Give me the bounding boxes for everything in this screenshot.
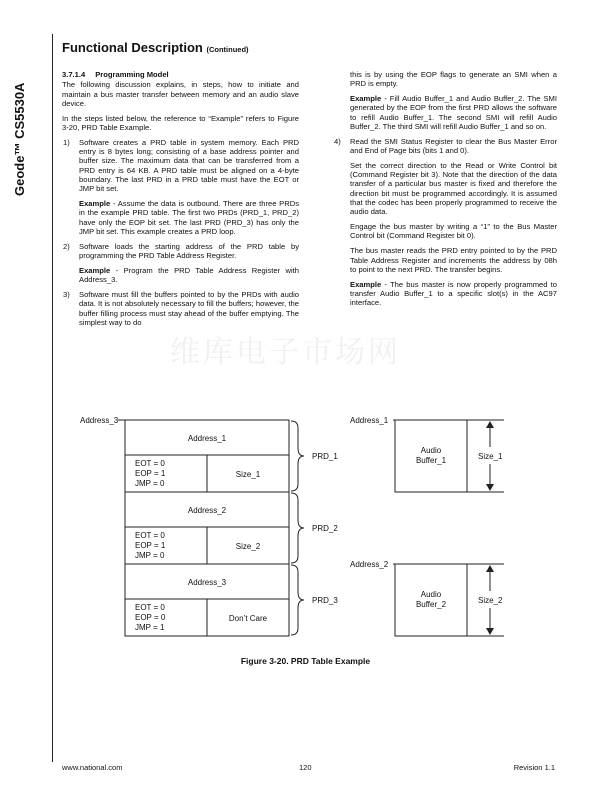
prd-2-brace <box>291 493 304 563</box>
step-text: Read the SMI Status Register to clear the Bus Master Error and End of Page bits (bits 1 and 0). <box>350 136 557 156</box>
prd-1-eop: EOP = 1 <box>135 469 166 478</box>
prd-3-eop: EOP = 0 <box>135 613 166 622</box>
intro-paragraph: The following discussion explains, in steps, how to initiate and maintain a bus master transfer between memory and an audio slave device. <box>62 80 299 108</box>
buffer-2-size: Size_2 <box>478 596 503 605</box>
footer-revision: Revision 1.1 <box>513 763 555 772</box>
step-text: Software creates a PRD table in system memory. Each PRD entry is 8 bytes long; consisting of a base address pointer and buffer size. The maximum data that can be transferred from a PRD entry is 64 KB. A PRD table must be aligned on a 4-byte boundary. The last PRD in a PRD table must have the EOT or JMP bit set. <box>79 137 299 194</box>
prd-1-eot: EOT = 0 <box>135 459 165 468</box>
buffer-2-name-line2: Buffer_2 <box>415 600 447 609</box>
buffer-1-size: Size_1 <box>478 452 503 461</box>
size-1-arrowhead-bottom <box>486 484 494 491</box>
size-1-arrowhead-top <box>486 421 494 428</box>
step-text: this is by using the EOP flags to generate an SMI when a PRD is empty. <box>350 70 557 89</box>
buffer-2-name-line1: Audio <box>420 590 442 599</box>
prd-3-address: Address_3 <box>187 578 227 587</box>
step-paragraph: Engage the bus master by writing a “1” to the Bus Master Control bit (Command Register bit 0). <box>350 222 557 241</box>
buffer-1-name-line1: Audio <box>420 446 442 455</box>
example-label: Example <box>350 94 382 104</box>
example-text: - Program the PRD Table Address Register with Address_3. <box>79 265 299 285</box>
prd-3-brace <box>291 565 304 635</box>
side-product-label: Geode™ CS5530A <box>12 82 27 196</box>
prd-1-brace <box>291 421 304 491</box>
example-label: Example <box>350 279 382 289</box>
step-text: Software loads the starting address of the PRD table by programming the PRD Table Address Register. <box>79 241 299 261</box>
step-number: 1) <box>63 137 70 147</box>
step-number: 4) <box>334 136 341 146</box>
section-title: Programming Model <box>95 70 169 79</box>
prd-2-size: Size_2 <box>235 542 261 551</box>
buffer-2-address: Address_2 <box>350 560 389 569</box>
buffer-1-name-line2: Buffer_1 <box>415 456 447 465</box>
prd-2-eop: EOP = 1 <box>135 541 166 550</box>
example-label: Example <box>79 199 111 209</box>
prd-3-size: Don’t Care <box>228 614 268 623</box>
example-text: - The bus master is now properly programmed to transfer Audio Buffer_1 to a specific slot(s) in the AC97 interface. <box>350 279 557 308</box>
figure-caption: Figure 3-20. PRD Table Example <box>240 656 371 666</box>
intro-reference: In the steps listed below, the reference to “Example” refers to Figure 3-20, PRD Table Example. <box>62 113 299 132</box>
example-text: - Fill Audio Buffer_1 and Audio Buffer_2. The SMI generated by the EOP from the first PRD allows the software to refill Audio Buffer_1. The second SMI will refill Audio Buffer_2. The third SMI will refill Audio Buffer_1 and so on. <box>350 94 557 131</box>
footer-website: www.national.com <box>62 763 123 772</box>
section-number: 3.7.1.4 <box>62 70 86 79</box>
step-number: 2) <box>63 241 70 251</box>
example-text: - Assume the data is outbound. There are three PRDs in the example PRD table. The first two PRDs (PRD_1, PRD_2) have only the EOP bit set. The last PRD (PRD_3) has only the JMP bit set. This example creates a PRD loop. <box>79 199 299 236</box>
prd-1-label: PRD_1 <box>312 452 338 461</box>
title-text: Functional Description <box>62 40 203 55</box>
watermark: 维库电子市场网 <box>170 335 401 370</box>
prd-2-eot: EOT = 0 <box>135 531 165 540</box>
example-label: Example <box>79 265 111 275</box>
size-2-arrowhead-bottom <box>486 628 494 635</box>
prd-3-label: PRD_3 <box>312 596 338 605</box>
step-paragraph: Set the correct direction to the Read or Write Control bit (Command Register bit 3). Note that the direction of the data transfer of a particular bus master is fixed and therefore the direction bit must be programmed accordingly. It is assumed that the codec has been properly programmed to receive the audio data. <box>350 160 557 217</box>
table-pointer-label: Address_3 <box>80 416 119 425</box>
size-2-arrowhead-top <box>486 565 494 572</box>
prd-2-label: PRD_2 <box>312 524 338 533</box>
prd-2-jmp: JMP = 0 <box>135 551 165 560</box>
step-paragraph: The bus master reads the PRD entry pointed to by the PRD Table Address Register and increments the address by 08h to point to the next PRD. The transfer begins. <box>350 246 557 274</box>
prd-2-address: Address_2 <box>187 506 227 515</box>
step-text: Software must fill the buffers pointed to by the PRDs with audio data. It is not absolutely necessary to fill the buffers; however, the buffer filling process must stay ahead of the buffer emptying. The simplest way to do <box>79 289 299 327</box>
prd-1-jmp: JMP = 0 <box>135 479 165 488</box>
prd-1-size: Size_1 <box>235 470 261 479</box>
prd-3-jmp: JMP = 1 <box>135 623 165 632</box>
title-suffix: (Continued) <box>206 45 249 54</box>
prd-1-address: Address_1 <box>187 434 227 443</box>
footer-page-number: 120 <box>299 763 312 772</box>
prd-3-eot: EOT = 0 <box>135 603 165 612</box>
buffer-1-address: Address_1 <box>350 416 389 425</box>
step-number: 3) <box>63 289 70 299</box>
